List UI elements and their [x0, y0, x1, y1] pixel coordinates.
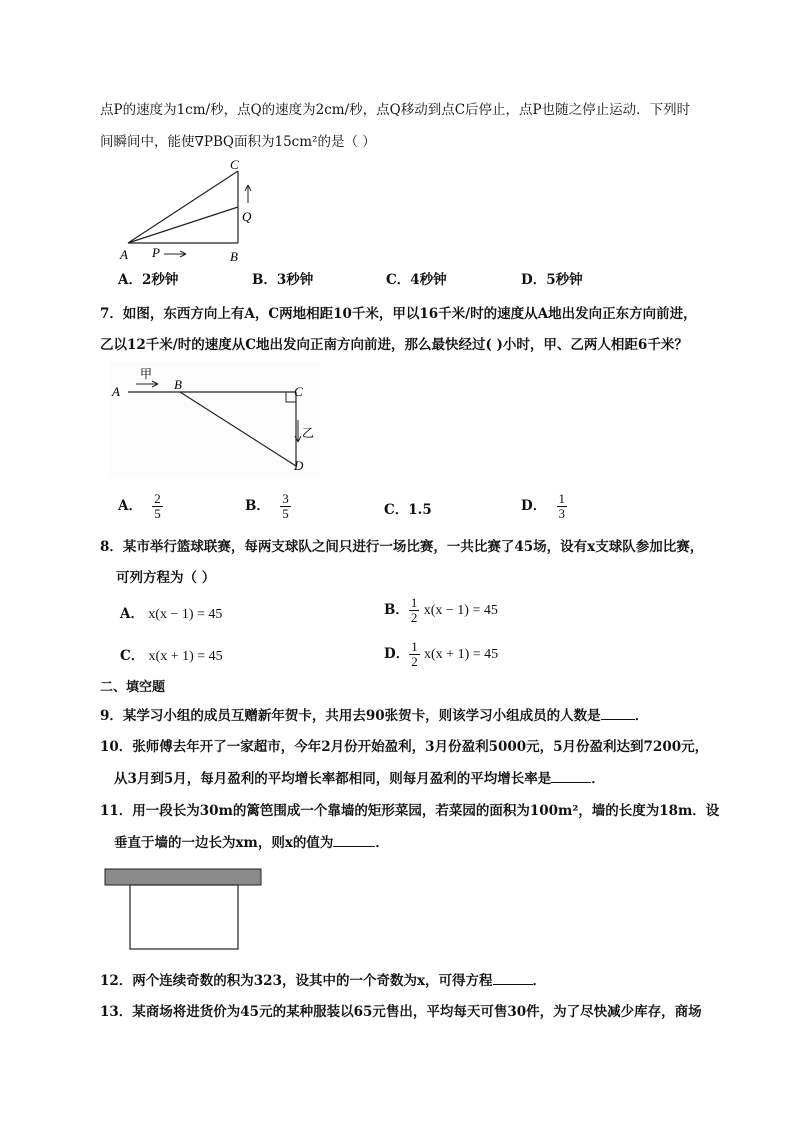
q11-answer-blank[interactable]: [333, 832, 375, 847]
q7-option-a-prefix: A．: [118, 498, 142, 514]
q6-label-q: Q: [242, 209, 252, 224]
q8-line-1: 8．某市举行篮球联赛，每两支球队之间只进行一场比赛，一共比赛了45场，设有x支球队参加比赛，: [100, 539, 704, 555]
q7-option-b-prefix: B．: [245, 498, 270, 514]
q8-option-c-expression: x(x + 1) = 45: [148, 649, 223, 664]
q11-garden-rectangle: [130, 885, 238, 949]
q7-label-d: D: [294, 458, 304, 473]
q7-line-1: 7．如图，东西方向上有A，C两地相距10千米，甲以16千米/时的速度从A地出发向正东方向前进，: [100, 306, 697, 322]
q7-option-d-fraction: [557, 492, 568, 521]
q7-option-b-denominator: 5: [282, 506, 289, 521]
q8-option-c-prefix: C．: [120, 648, 145, 664]
q8-option-c: [120, 646, 223, 667]
q6-line-1: 点P的速度为1cm/秒，点Q的速度为2cm/秒，点Q移动到点C后停止，点P也随之停止运动．下列时: [100, 102, 691, 118]
q7-option-a: [118, 492, 163, 521]
q7-label-jia: 甲: [140, 367, 153, 381]
q12-line: [100, 970, 546, 991]
q7-line-2: 乙以12千米/时的速度从C地出发向正南方向前进，那么最快经过( )小时，甲、乙两人相距6千米？: [100, 337, 688, 353]
q7-option-c-prefix: C．: [384, 502, 409, 518]
q9-period: ．: [634, 708, 649, 724]
q8-option-d-prefix: D．: [384, 646, 410, 662]
q6-label-a: A: [120, 247, 128, 262]
q6-option-d: D．5秒钟: [521, 272, 583, 288]
q7-option-a-fraction: [152, 492, 163, 521]
q8-option-d-denominator: 2: [411, 654, 418, 669]
q9-text: 9．某学习小组的成员互赠新年贺卡，共用去90张贺卡，则该学习小组成员的人数是: [100, 708, 601, 724]
q11-period: ．: [375, 835, 389, 851]
q6-triangle-figure: [110, 155, 280, 265]
q6-label-p: P: [152, 245, 160, 260]
q10-line-2: [114, 768, 605, 789]
q8-option-b-numerator: 1: [410, 595, 418, 610]
q12-answer-blank[interactable]: [493, 970, 533, 985]
q7-option-d-numerator: 1: [558, 491, 566, 506]
q12-period: ．: [532, 973, 547, 989]
q7-option-b-fraction: [280, 492, 291, 521]
q7-option-d-denominator: 3: [558, 506, 566, 521]
q7-option-d: [521, 492, 567, 521]
section-title-fill-blank: 二、填空题: [100, 680, 166, 695]
q7-option-c-value: 1.5: [408, 502, 432, 518]
q11-text: 垂直于墙的一边长为xm，则x的值为: [114, 835, 334, 851]
q8-option-a-prefix: A．: [120, 606, 144, 622]
q7-option-d-prefix: D．: [521, 498, 547, 514]
q11-line-2: [114, 832, 389, 853]
q6-label-c: C: [230, 157, 239, 172]
q7-label-yi: 乙: [302, 426, 315, 440]
q8-option-b-expression: x(x − 1) = 45: [423, 603, 498, 618]
q8-option-d-fraction: [409, 640, 420, 669]
q7-label-c: C: [294, 384, 303, 399]
q6-label-b: B: [230, 249, 238, 264]
q10-line-1: 10．张师傅去年开了一家超市，今年2月份开始盈利，3月份盈利5000元，5月份盈利达到7200元，: [100, 739, 709, 755]
q8-option-a-expression: x(x − 1) = 45: [148, 607, 223, 622]
q7-option-a-denominator: 5: [154, 506, 161, 521]
q8-option-b: [384, 596, 498, 625]
q6-option-b: B．3秒钟: [252, 272, 314, 288]
q8-option-d: [384, 640, 498, 669]
q6-option-c: C．4秒钟: [386, 272, 447, 288]
q9-answer-blank[interactable]: [601, 705, 635, 720]
q12-text: 12．两个连续奇数的积为323，设其中的一个奇数为x，可得方程: [100, 973, 493, 989]
q13-line-1: 13．某商场将进货价为45元的某种服装以65元售出，平均每天可售30件，为了尽快减少库存，商场: [100, 1004, 702, 1020]
q10-answer-blank[interactable]: [551, 768, 591, 783]
q6-line-2: 间瞬间中，能使∇PBQ面积为15cm²的是（ ）: [100, 134, 376, 150]
q8-option-b-prefix: B．: [384, 602, 409, 618]
q10-period: ．: [591, 771, 605, 787]
q7-label-b: B: [174, 377, 182, 392]
q8-line-2: 可列方程为（ ）: [116, 570, 216, 586]
q11-wall: [105, 869, 261, 885]
q9-line: [100, 705, 648, 726]
q11-garden-figure: [100, 864, 270, 956]
q7-label-a: A: [112, 384, 120, 399]
q7-option-b: [245, 492, 291, 521]
q6-edge-ac: [128, 171, 238, 243]
q6-option-a: A．2秒钟: [118, 272, 179, 288]
q11-line-1: 11．用一段长为30m的篱笆围成一个靠墙的矩形菜园，若菜园的面积为100m²，墙的长度为18m．设: [100, 803, 720, 819]
q7-option-a-numerator: 2: [154, 491, 161, 506]
q8-option-d-numerator: 1: [411, 639, 418, 654]
q7-figure: [110, 362, 330, 482]
q6-segment-aq: [128, 207, 238, 243]
q8-option-d-expression: x(x + 1) = 45: [424, 647, 499, 662]
q8-option-b-fraction: [409, 596, 420, 625]
q8-option-b-denominator: 2: [410, 610, 418, 625]
q7-option-c: [384, 500, 432, 520]
q10-text: 从3月到5月，每月盈利的平均增长率都相同，则每月盈利的平均增长率是: [114, 771, 552, 787]
q7-option-b-numerator: 3: [282, 491, 289, 506]
q8-option-a: [120, 604, 222, 625]
